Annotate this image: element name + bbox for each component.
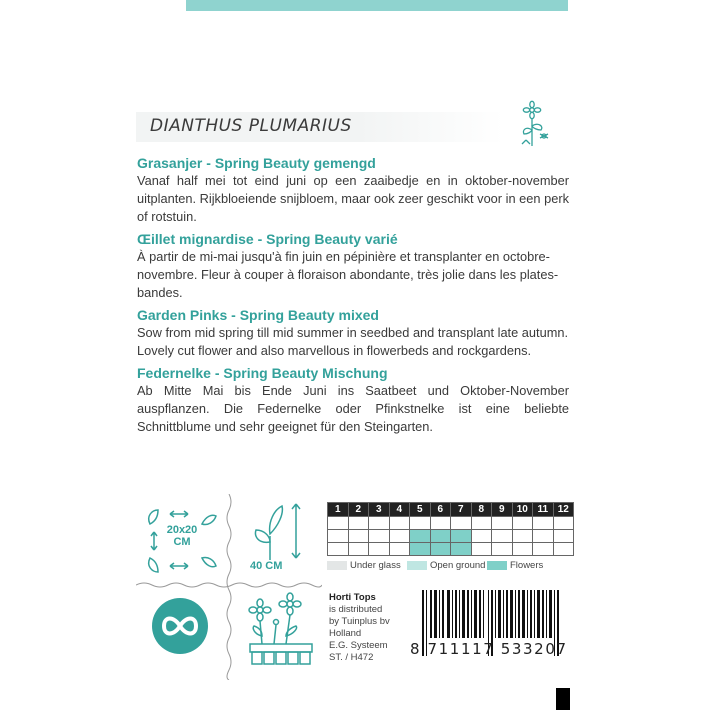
- calendar-row: [328, 517, 574, 530]
- calendar-cell: [471, 530, 492, 543]
- flower-tray-icon: [240, 592, 320, 672]
- calendar-cell: [492, 517, 513, 530]
- calendar-row: [328, 543, 574, 556]
- legend-swatch-under-glass: [327, 561, 347, 570]
- calendar-cell: [492, 530, 513, 543]
- calendar-cell: [348, 530, 369, 543]
- horizontal-divider: [136, 580, 322, 590]
- calendar-cell: [512, 530, 533, 543]
- calendar-cell: [389, 530, 410, 543]
- legend-swatch-open-ground: [407, 561, 427, 570]
- species-title: DIANTHUS PLUMARIUS: [150, 116, 352, 136]
- calendar-cell-flowers: [410, 530, 431, 543]
- calendar-cell: [410, 517, 431, 530]
- distributor-line: by Tuinplus bv: [329, 616, 390, 627]
- month-cell: 12: [553, 503, 574, 517]
- calendar-cell: [533, 517, 554, 530]
- barcode-number: 8 711117 533207: [410, 640, 568, 658]
- calendar-cell: [553, 517, 574, 530]
- section-body: Sow from mid spring till mid summer in seedbed and transplant late autumn. Lovely cut flower and also marvellous in flowerbeds and rockgardens.: [137, 325, 569, 358]
- month-cell: 7: [451, 503, 472, 517]
- distributor-line: Holland: [329, 628, 362, 639]
- calendar-cell: [328, 530, 349, 543]
- legend-swatch-flowers: [487, 561, 507, 570]
- section-heading: Federnelke - Spring Beauty Mischung: [137, 365, 388, 381]
- legend-label: Flowers: [510, 560, 544, 571]
- spacing-unit: CM: [173, 536, 191, 548]
- calendar-cell: [430, 517, 451, 530]
- section-body: À partir de mi-mai jusqu'à fin juin en pépinière et transplanter en octobre-novembre. Fleur à couper à floraison abondante, très jolie dans les plates-bandes.: [137, 249, 559, 300]
- calendar-table: [327, 502, 574, 556]
- month-cell: 5: [410, 503, 431, 517]
- calendar-cell: [492, 543, 513, 556]
- description-content: [137, 154, 569, 440]
- flower-logo-icon: [514, 100, 554, 148]
- month-cell: 8: [471, 503, 492, 517]
- calendar-cell-flowers: [451, 543, 472, 556]
- calendar-cell: [553, 530, 574, 543]
- calendar-cell: [348, 517, 369, 530]
- calendar-cell: [512, 543, 533, 556]
- section-german: [137, 364, 569, 436]
- section-body: Ab Mitte Mai bis Ende Juni ins Saatbeet und Oktober-November auspflanzen. Die Federnelke oder Pfinkstnelke ist eine beliebte Schnittblume und sehr geeignet für den Steingarten.: [137, 383, 569, 434]
- section-body: Vanaf half mei tot eind juni op een zaaibedje en in oktober-november uitplanten. Rijkbloeiende snijbloem, maar ook zeer geschikt voor in een perk of rotstuin.: [137, 173, 569, 224]
- height-label: 40 CM: [250, 560, 283, 572]
- calendar-cell-flowers: [451, 530, 472, 543]
- month-cell: 6: [430, 503, 451, 517]
- calendar-cell: [533, 543, 554, 556]
- calendar-row: [328, 530, 574, 543]
- calendar-cell: [471, 517, 492, 530]
- month-cell: 9: [492, 503, 513, 517]
- growing-icons: [136, 494, 322, 680]
- top-color-band: [186, 0, 568, 11]
- brand-name: Horti Tops: [329, 592, 376, 603]
- calendar-cell: [553, 543, 574, 556]
- calendar-cell-flowers: [410, 543, 431, 556]
- month-cell: 11: [533, 503, 554, 517]
- sowing-calendar: [327, 502, 574, 556]
- section-heading: Garden Pinks - Spring Beauty mixed: [137, 307, 379, 323]
- calendar-cell-flowers: [430, 530, 451, 543]
- month-cell: 2: [348, 503, 369, 517]
- calendar-cell: [512, 517, 533, 530]
- month-cell: 3: [369, 503, 390, 517]
- spacing-value: 20x20: [166, 524, 198, 536]
- plant-height-icon: [240, 502, 320, 562]
- calendar-cell: [328, 517, 349, 530]
- calendar-cell: [389, 517, 410, 530]
- calendar-cell: [369, 530, 390, 543]
- calendar-cell: [533, 530, 554, 543]
- black-registration-bar: [556, 688, 570, 710]
- calendar-cell: [348, 543, 369, 556]
- section-heading: Grasanjer - Spring Beauty gemengd: [137, 155, 376, 171]
- calendar-month-row: [328, 503, 574, 517]
- distributor-line: ST. / H472: [329, 652, 374, 663]
- calendar-cell: [451, 517, 472, 530]
- distributor-line: is distributed: [329, 604, 383, 615]
- section-dutch: [137, 154, 569, 226]
- legend-label: Under glass: [350, 560, 401, 571]
- calendar-legend: [327, 560, 577, 574]
- section-french: [137, 230, 569, 302]
- calendar-cell: [471, 543, 492, 556]
- month-cell: 1: [328, 503, 349, 517]
- month-cell: 10: [512, 503, 533, 517]
- calendar-cell-flowers: [430, 543, 451, 556]
- perennial-infinity-icon: [150, 596, 210, 656]
- distributor-info: [329, 592, 390, 664]
- calendar-cell: [369, 517, 390, 530]
- month-cell: 4: [389, 503, 410, 517]
- legend-label: Open ground: [430, 560, 486, 571]
- section-heading: Œillet mignardise - Spring Beauty varié: [137, 231, 398, 247]
- calendar-cell: [369, 543, 390, 556]
- distributor-line: E.G. Systeem: [329, 640, 388, 651]
- section-english: [137, 306, 569, 360]
- calendar-cell: [328, 543, 349, 556]
- calendar-cell: [389, 543, 410, 556]
